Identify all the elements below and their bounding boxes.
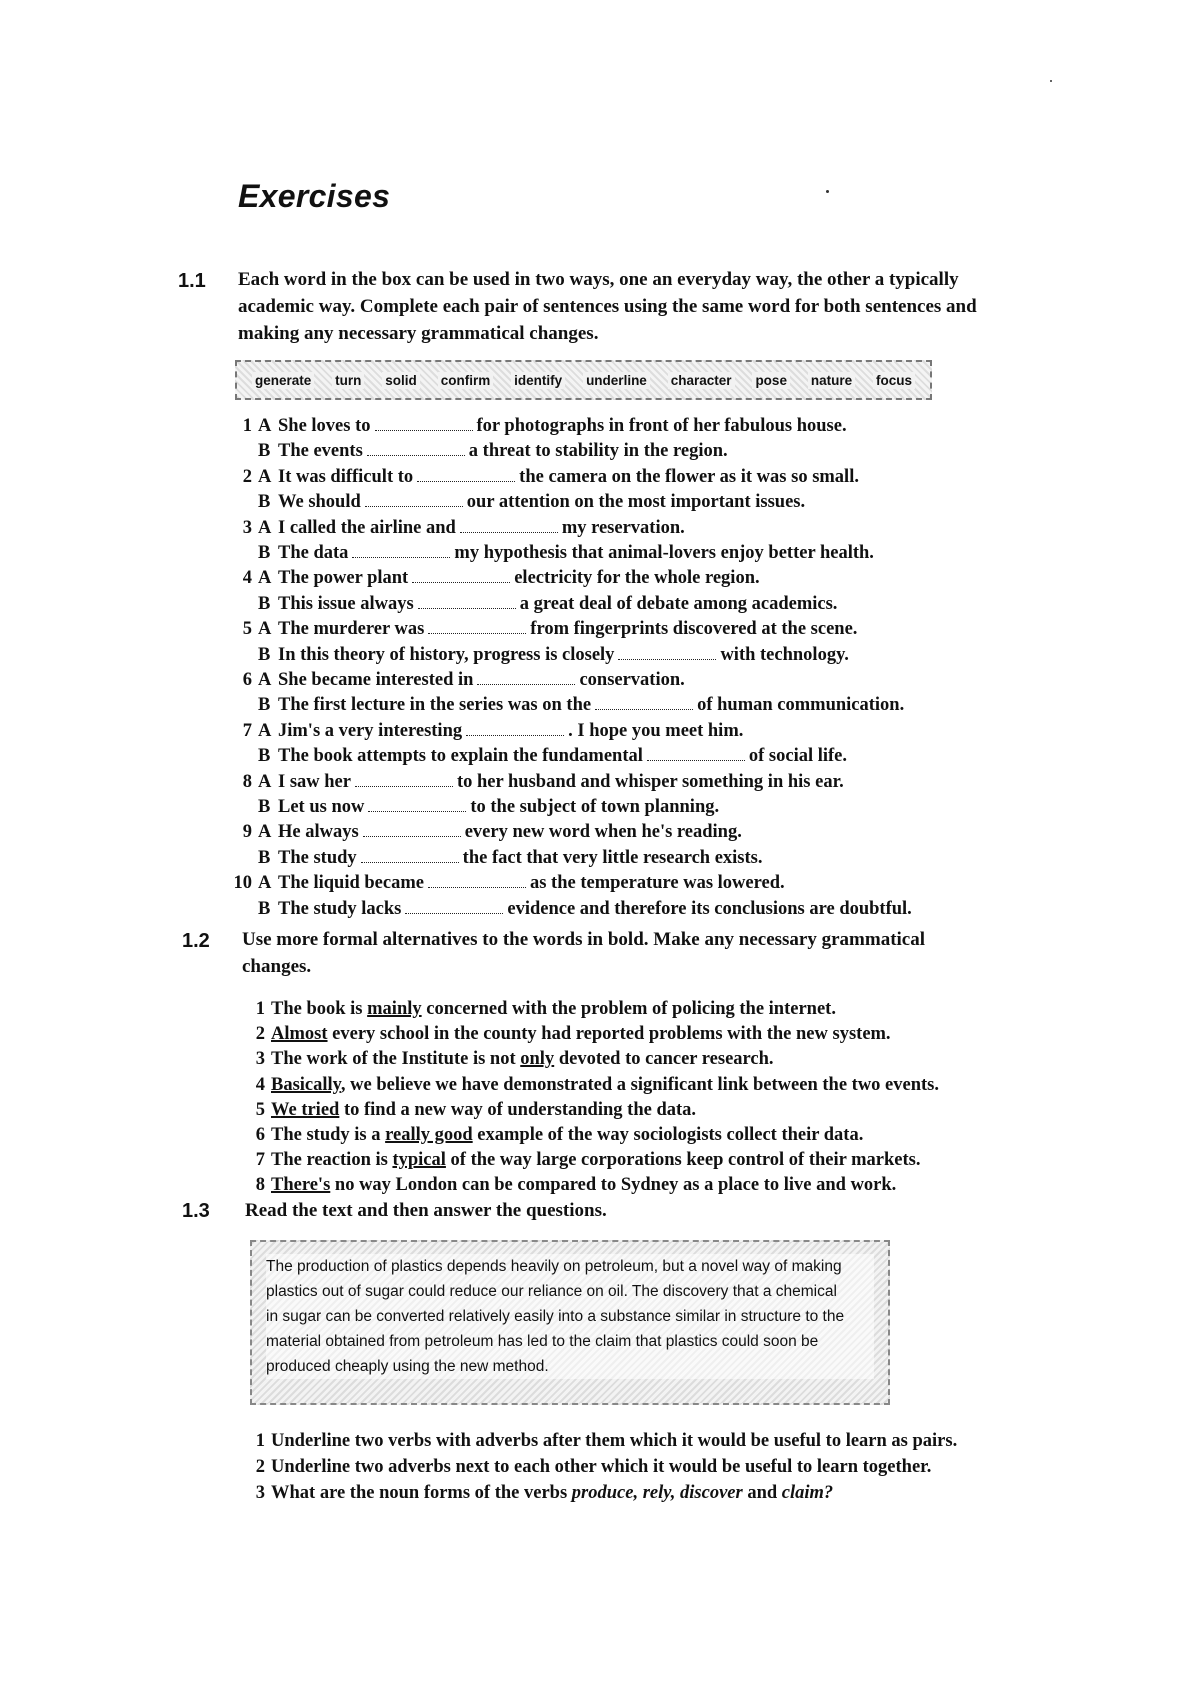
item-part-label: A: [258, 720, 272, 741]
answer-blank[interactable]: [466, 721, 564, 736]
ex1-item-9-b: [232, 845, 763, 871]
answer-blank[interactable]: [412, 568, 510, 583]
sentence-end: no way London can be compared to Sydney as a place to live and work.: [330, 1175, 897, 1196]
passage-line: plastics out of sugar could reduce our reliance on oil. The discovery that a chemical: [266, 1279, 874, 1304]
item-number: 2: [255, 1024, 265, 1045]
answer-blank[interactable]: [365, 492, 463, 507]
question-text: What are the noun forms of the verbs: [271, 1483, 572, 1503]
item-part-label: B: [258, 847, 271, 868]
bold-word: really good: [385, 1125, 473, 1145]
sentence-start: We should: [278, 492, 361, 513]
item-part-label: A: [258, 517, 272, 538]
instruction-line: making any necessary grammatical changes.: [238, 323, 599, 344]
box-word: solid: [382, 372, 420, 389]
item-number: 8: [255, 1175, 265, 1196]
sentence-end: our attention on the most important issues.: [466, 492, 806, 513]
sentence-start: It was difficult to: [278, 466, 414, 487]
answer-blank[interactable]: [647, 746, 745, 761]
sentence-end: example of the way sociologists collect their data.: [472, 1125, 864, 1145]
exercise-1-2-number: 1.2: [182, 930, 210, 952]
ex1-item-9-a: [232, 819, 742, 845]
item-number: 7: [242, 720, 252, 741]
sentence-end: electricity for the whole region.: [514, 568, 760, 589]
reading-passage: [250, 1240, 890, 1405]
item-number: 6: [242, 670, 252, 690]
item-number: 1: [255, 999, 265, 1019]
answer-blank[interactable]: [477, 670, 575, 685]
sentence-start: The data: [278, 543, 349, 563]
sentence-end: for photographs in front of her fabulous house.: [476, 416, 847, 436]
sentence-end: with technology.: [720, 644, 849, 665]
ex2-item-8: [245, 1172, 896, 1198]
sentence-start: I saw her: [278, 771, 351, 792]
ex1-item-4-a: [232, 565, 760, 591]
bold-word: Basically: [271, 1074, 341, 1095]
answer-blank[interactable]: [363, 822, 461, 837]
sentence-end: concerned with the problem of policing the internet.: [421, 999, 836, 1019]
ex1-item-6-a: [232, 667, 685, 693]
item-number: 7: [255, 1150, 265, 1171]
word-box: [235, 360, 932, 400]
box-word: underline: [583, 372, 650, 389]
sentence-start: The murderer was: [278, 619, 425, 640]
item-number: 1: [242, 416, 252, 436]
sentence-start: The study: [278, 847, 357, 868]
instruction-line: Each word in the box can be used in two ways, one an everyday way, the other a typically: [238, 269, 959, 290]
box-word: turn: [332, 372, 364, 389]
sentence-start: The study lacks: [278, 898, 402, 919]
ex1-item-7-b: [232, 743, 847, 769]
question-3: [245, 1480, 833, 1506]
sentence-end: conservation.: [579, 670, 685, 690]
scan-speck: [1050, 80, 1052, 82]
question-number: 1: [255, 1431, 265, 1451]
answer-blank[interactable]: [418, 594, 516, 609]
sentence-start: The power plant: [278, 568, 409, 589]
ex1-item-10-b: [232, 896, 912, 922]
exercise-1-1-number: 1.1: [178, 270, 206, 292]
sentence-end: every new word when he's reading.: [464, 822, 742, 843]
sentence-end: evidence and therefore its conclusions are doubtful.: [507, 898, 912, 919]
answer-blank[interactable]: [417, 467, 515, 482]
passage-line: material obtained from petroleum has led to the claim that plastics could soon be: [266, 1329, 874, 1354]
sentence-start: In this theory of history, progress is closely: [278, 644, 615, 665]
item-part-label: B: [258, 593, 271, 614]
answer-blank[interactable]: [367, 441, 465, 456]
item-part-label: A: [258, 568, 272, 589]
item-part-label: A: [258, 466, 272, 487]
sentence-end: my hypothesis that animal-lovers enjoy better health.: [454, 543, 874, 563]
box-word: pose: [752, 372, 790, 389]
bold-word: We tried: [271, 1099, 340, 1120]
sentence-start: The reaction is: [271, 1150, 393, 1171]
ex1-item-8-b: [232, 794, 719, 820]
item-part-label: B: [258, 746, 271, 767]
answer-blank[interactable]: [368, 797, 466, 812]
sentence-start: The work of the Institute is not: [271, 1049, 521, 1070]
sentence-end: . I hope you meet him.: [568, 720, 744, 741]
item-number: 10: [233, 873, 252, 894]
instruction-line: Use more formal alternatives to the words in bold. Make any necessary grammatical: [242, 929, 926, 950]
question-number: 2: [255, 1457, 265, 1477]
ex1-item-3-a: [232, 515, 685, 541]
answer-blank[interactable]: [405, 899, 503, 914]
question-1: [245, 1428, 957, 1454]
sentence-end: a threat to stability in the region.: [468, 441, 728, 462]
ex1-item-6-b: [232, 692, 904, 718]
ex2-item-5: [245, 1097, 696, 1123]
sentence-start: She became interested in: [278, 670, 474, 690]
box-word: nature: [808, 372, 855, 389]
ex1-item-10-a: [232, 870, 785, 896]
answer-blank[interactable]: [375, 416, 473, 431]
sentence-end: the camera on the flower as it was so small.: [519, 466, 859, 487]
passage-line: The production of plastics depends heavily on petroleum, but a novel way of making: [266, 1254, 874, 1279]
item-number: 6: [255, 1125, 265, 1145]
exercise-1-1-instructions: [238, 266, 977, 347]
sentence-start: The liquid became: [278, 873, 424, 894]
question-number: 3: [255, 1483, 265, 1503]
exercise-1-2-instructions: [242, 926, 925, 980]
ex2-item-2: [245, 1021, 891, 1047]
item-number: 5: [255, 1099, 265, 1120]
item-part-label: B: [258, 797, 271, 817]
sentence-start: Jim's a very interesting: [278, 720, 463, 741]
sentence-end: a great deal of debate among academics.: [519, 593, 838, 614]
box-word: identify: [511, 372, 565, 389]
passage-line: in sugar can be converted relatively easily into a substance similar in structure to the: [266, 1304, 874, 1329]
passage-line: produced cheaply using the new method.: [266, 1354, 874, 1379]
ex1-item-2-b: [232, 489, 805, 515]
answer-blank[interactable]: [428, 873, 526, 888]
scan-speck: [826, 190, 829, 193]
sentence-end: to the subject of town planning.: [470, 797, 720, 817]
sentence-end: from fingerprints discovered at the scene.: [530, 619, 858, 640]
item-number: 3: [242, 517, 252, 538]
instruction-line: changes.: [242, 956, 312, 977]
item-number: 4: [242, 568, 252, 589]
item-part-label: A: [258, 670, 272, 690]
answer-blank[interactable]: [355, 772, 453, 787]
answer-blank[interactable]: [428, 619, 526, 634]
sentence-end: of human communication.: [697, 695, 905, 716]
item-part-label: B: [258, 543, 271, 563]
sentence-end: every school in the county had reported problems with the new system.: [327, 1024, 891, 1045]
answer-blank[interactable]: [361, 848, 459, 863]
item-part-label: B: [258, 441, 271, 462]
item-part-label: A: [258, 619, 272, 640]
item-number: 5: [242, 619, 252, 640]
box-word: confirm: [438, 372, 494, 389]
sentence-start: He always: [278, 822, 359, 843]
exercise-1-3-instructions: Read the text and then answer the questions.: [245, 1200, 607, 1221]
ex1-item-1-b: [232, 438, 728, 464]
question-2: [245, 1454, 931, 1480]
ex1-item-8-a: [232, 769, 844, 795]
item-number: 8: [242, 771, 252, 792]
ex1-item-3-b: [232, 540, 874, 566]
bold-word: mainly: [367, 999, 422, 1019]
sentence-end: as the temperature was lowered.: [529, 873, 785, 894]
sentence-end: to her husband and whisper something in his ear.: [456, 771, 844, 792]
sentence-start: Let us now: [278, 797, 365, 817]
question-text: Underline two verbs with adverbs after them which it would be useful to learn as pairs.: [271, 1431, 958, 1451]
box-word: character: [668, 372, 735, 389]
sentence-start: The first lecture in the series was on the: [278, 695, 592, 716]
item-part-label: B: [258, 695, 271, 716]
answer-blank[interactable]: [352, 543, 450, 558]
bold-word: There's: [271, 1175, 331, 1196]
question-text: Underline two adverbs next to each other which it would be useful to learn together.: [271, 1457, 932, 1477]
item-number: 9: [242, 822, 252, 843]
ex1-item-1-a: [232, 413, 847, 439]
sentence-start: This issue always: [278, 593, 414, 614]
item-part-label: A: [258, 822, 272, 843]
sentence-start: The book attempts to explain the fundamental: [278, 746, 643, 767]
question-italic: produce, rely, discover: [571, 1483, 743, 1503]
bold-word: typical: [392, 1150, 446, 1171]
instruction-line: academic way. Complete each pair of sentences using the same word for both sentences and: [238, 296, 977, 317]
bold-word: Almost: [271, 1024, 328, 1045]
ex1-item-2-a: [232, 464, 859, 490]
sentence-end: , we believe we have demonstrated a significant link between the two events.: [340, 1074, 940, 1095]
ex2-item-1: [245, 996, 836, 1022]
ex2-item-3: [245, 1046, 774, 1072]
item-part-label: B: [258, 492, 271, 513]
sentence-start: The events: [278, 441, 363, 462]
box-word: generate: [252, 372, 314, 389]
sentence-start: She loves to: [278, 416, 371, 436]
sentence-start: The study is a: [271, 1125, 386, 1145]
ex1-item-5-b: [232, 642, 849, 668]
sentence-end: of social life.: [748, 746, 848, 767]
answer-blank[interactable]: [595, 695, 693, 710]
ex1-item-7-a: [232, 718, 743, 744]
item-number: 2: [242, 466, 252, 487]
item-part-label: B: [258, 644, 271, 665]
ex2-item-4: [245, 1072, 939, 1098]
page-title: Exercises: [238, 178, 391, 214]
ex2-item-6: [245, 1122, 863, 1148]
question-italic: claim?: [781, 1483, 834, 1503]
ex1-item-4-b: [232, 591, 837, 617]
sentence-start: I called the airline and: [278, 517, 456, 538]
bold-word: only: [520, 1049, 555, 1070]
question-text: and: [742, 1483, 782, 1503]
ex1-item-5-a: [232, 616, 857, 642]
box-word: focus: [873, 372, 915, 389]
exercise-1-3-number: 1.3: [182, 1200, 210, 1222]
item-number: 3: [255, 1049, 265, 1070]
ex2-item-7: [245, 1147, 920, 1173]
sentence-end: of the way large corporations keep control of their markets.: [445, 1150, 921, 1171]
sentence-end: to find a new way of understanding the data.: [339, 1099, 697, 1120]
answer-blank[interactable]: [460, 518, 558, 533]
sentence-end: my reservation.: [561, 517, 685, 538]
sentence-end: the fact that very little research exists.: [462, 847, 763, 868]
sentence-end: devoted to cancer research.: [554, 1049, 774, 1070]
item-number: 4: [255, 1074, 265, 1095]
item-part-label: A: [258, 771, 272, 792]
item-part-label: A: [258, 416, 272, 436]
sentence-start: The book is: [271, 999, 368, 1019]
item-part-label: B: [258, 898, 271, 919]
item-part-label: A: [258, 873, 272, 894]
answer-blank[interactable]: [618, 645, 716, 660]
